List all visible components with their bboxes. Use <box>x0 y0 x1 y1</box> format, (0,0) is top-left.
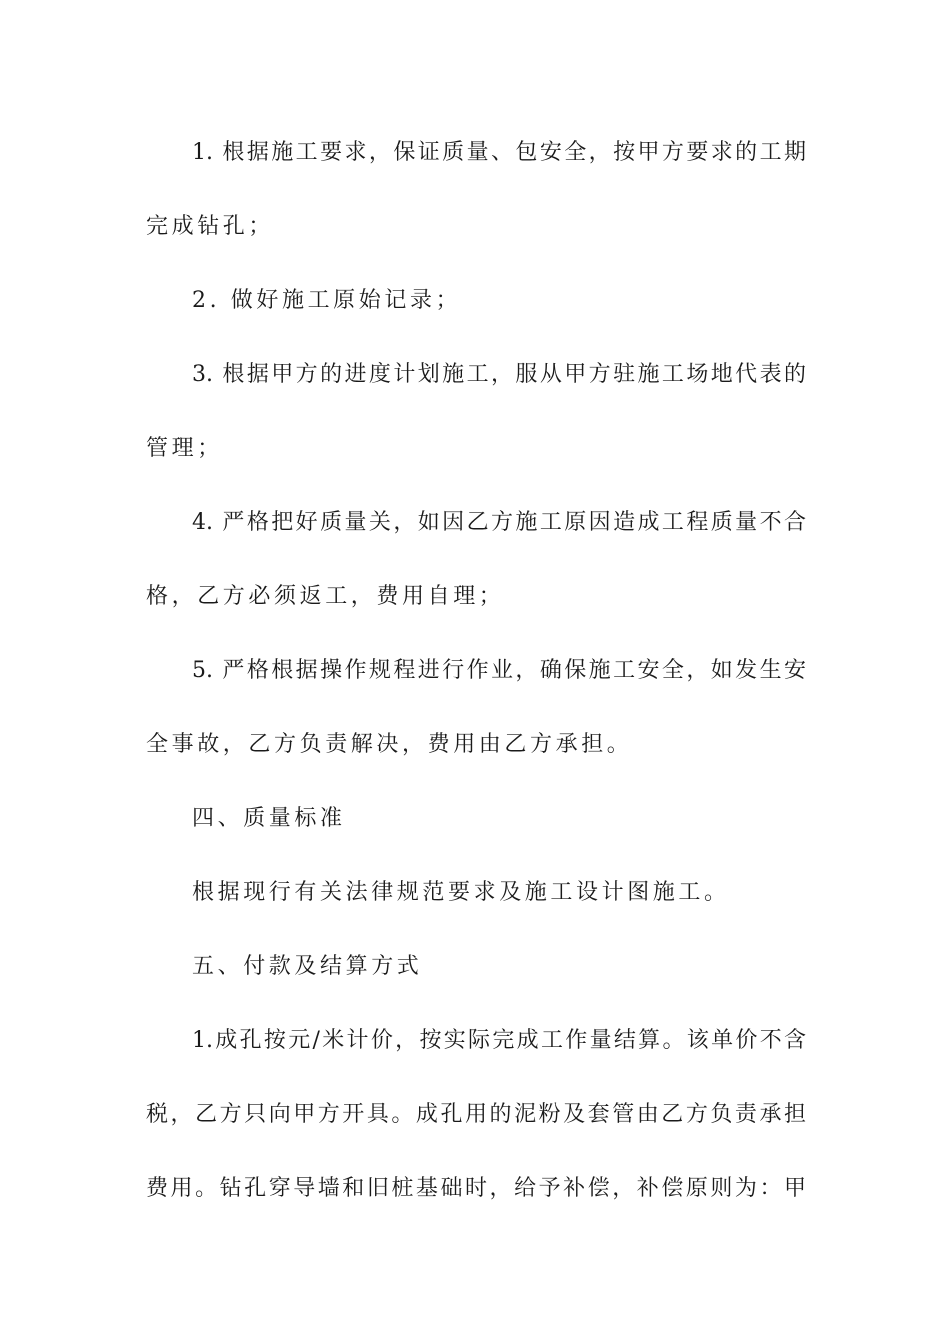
text-line: 全事故，乙方负责解决，费用由乙方承担。 <box>146 732 633 757</box>
text-line: 管理； <box>146 436 223 461</box>
text-line: 1. 根据施工要求，保证质量、包安全，按甲方要求的工期 <box>192 140 806 165</box>
section-heading: 四、质量标准 <box>192 806 346 831</box>
text-line: 税，乙方只向甲方开具。成孔用的泥粉及套管由乙方负责承担 <box>146 1102 806 1127</box>
text-line: 4. 严格把好质量关，如因乙方施工原因造成工程质量不合 <box>192 510 806 535</box>
text-line: 3. 根据甲方的进度计划施工，服从甲方驻施工场地代表的 <box>192 362 806 387</box>
section-heading: 五、付款及结算方式 <box>192 954 423 979</box>
text-line: 费用。钻孔穿导墙和旧桩基础时，给予补偿，补偿原则为：甲 <box>146 1176 806 1201</box>
text-line: 1.成孔按元/米计价，按实际完成工作量结算。该单价不含 <box>192 1028 806 1053</box>
text-line: 格，乙方必须返工，费用自理； <box>146 584 505 609</box>
text-line: 完成钻孔； <box>146 214 275 239</box>
text-line: 5. 严格根据操作规程进行作业，确保施工安全，如发生安 <box>192 658 806 683</box>
text-line: 2. 做好施工原始记录； <box>192 288 462 313</box>
text-line: 根据现行有关法律规范要求及施工设计图施工。 <box>192 880 730 905</box>
